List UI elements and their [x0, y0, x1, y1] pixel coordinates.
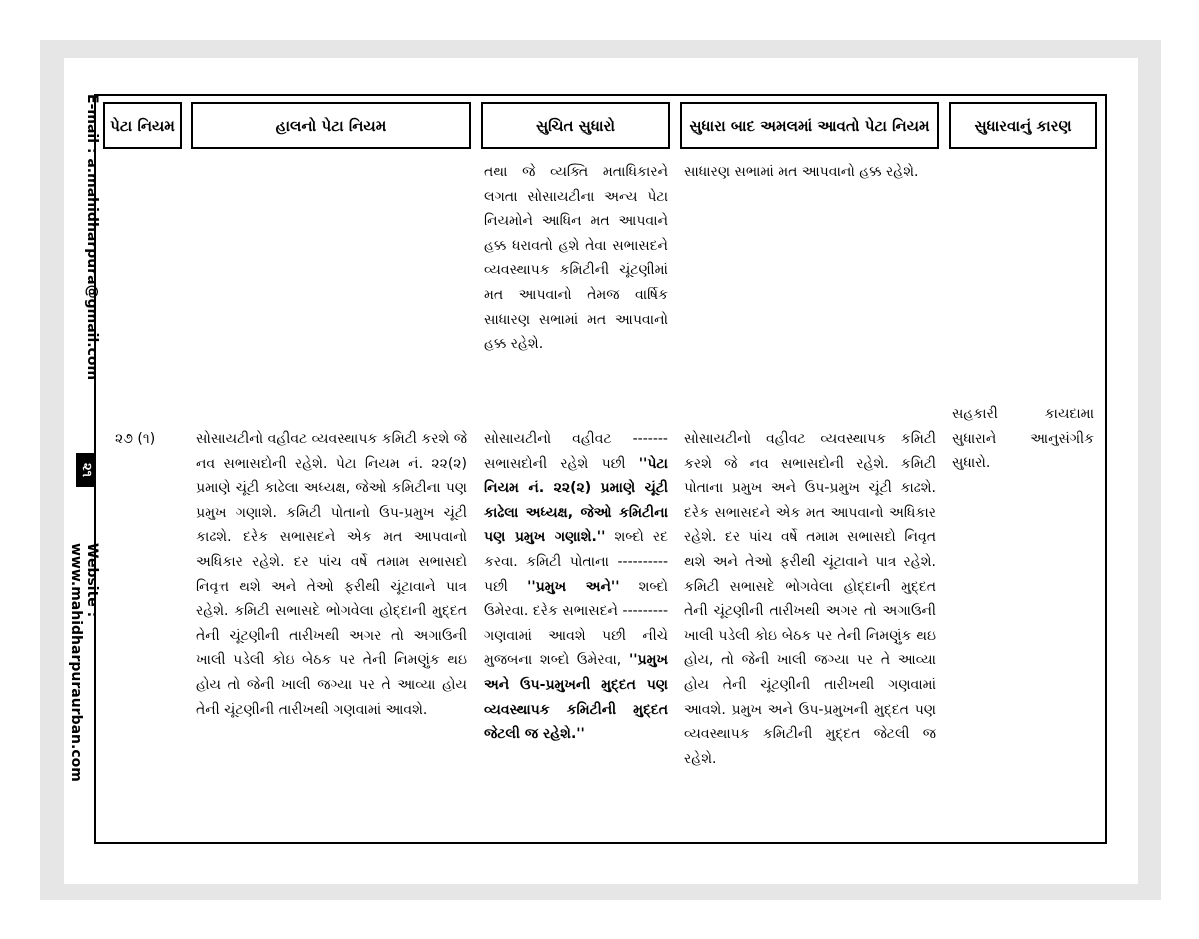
suggested-text-2: શબ્દો રદ કરવા. કમિટી પોતાના ---------- પછી — [484, 529, 668, 595]
suggested-quote-2: ''પ્રમુખ અને'' — [527, 578, 620, 595]
sidebar-email: E-mail : a.mahidharpura@gmail.com — [84, 94, 100, 381]
row1-rule-after-change: સાધારણ સભામાં મત આપવાનો હક્ક રહેશે. — [684, 164, 919, 180]
row1-suggested-change: તથા જે વ્યક્તિ મતાધિકારને લગતા સોસાયટીના અન્ય પેટા નિયમોને આધિન મત આપવાને હક્ક ધરાવતો હશે તેવા સભાસદને વ્યવસ્થાપક કમિટીની ચૂંટણીમાં મત આપવાનો તેમજ વાર્ષિક સાધારણ સભામાં મત આપવાનો હક્ક રહેશે. — [484, 164, 668, 353]
row2-current-rule: સોસાયટીનો વહીવટ વ્યવસ્થાપક કમિટી કરશે જે નવ સભાસદોની રહેશે. પેટા નિયમ નં. ૨૨(૨) પ્રમાણે ચૂંટી કાઢેલા અધ્યક્ષ, જેઓ કમિટીના પણ પ્રમુખ ગણાશે. કમિટી પોતાનો ઉપ-પ્રમુખ ચૂંટી કાઢશે. દરેક સભાસદને એક મત આપવાનો અધિકાર રહેશે. દર પાંચ વર્ષે તમામ સભાસદો નિવૃત્ત થશે અને તેઓ ફરીથી ચૂંટાવાને પાત્ર રહેશે. કમિટી સભાસદે ભોગવેલા હોદ્દાની મુદ્દત તેની ચૂંટણીની તારીખથી અગર તો અગાઉની ખાલી પડેલી કોઇ બેઠક પર તેની નિમણુંક થઇ હોય તો જેની ખાલી જગ્યા પર તે આવ્યા હોય તેની ચૂંટણીની તારીખથી ગણવામાં આવશે. — [196, 431, 467, 718]
header-suggested-change: સુચિત સુધારો — [481, 102, 670, 149]
row2-rule-number: ૨૭ (૧) — [115, 431, 156, 447]
header-rule-after-change: સુધારા બાદ અમલમાં આવતો પેટા નિયમ — [680, 102, 939, 149]
header-current-rule: હાલનો પેટા નિયમ — [191, 102, 471, 149]
row2-reason: સહકારી કાયદામા સુધારાને આનુસંગીક સુધારો. — [952, 406, 1094, 472]
row2-rule-after-change: સોસાયટીનો વહીવટ વ્યવસ્થાપક કમિટી કરશે જે નવ સભાસદોની રહેશે. કમિટી પોતાના પ્રમુખ અને ઉપ-પ્રમુખ ચૂંટી કાઢશે. દરેક સભાસદને એક મત આપવાનો અધિકાર રહેશે. દર પાંચ વર્ષે તમામ સભાસદો નિવૃત થશે અને તેઓ ફરીથી ચૂંટાવાને પાત્ર રહેશે. કમિટી સભાસદે ભોગવેલા હોદ્દાની મુદ્દત તેની ચૂંટણીની તારીખથી અગર તો અગાઉની ખાલી પડેલી કોઇ બેઠક પર તેની નિમણુંક થઇ હોય, તો જેની ખાલી જગ્યા પર તે આવ્યા હોય તેની ચૂંટણીની તારીખથી ગણવામાં આવશે. પ્રમુખ અને ઉપ-પ્રમુખની મુદ્દત પણ વ્યવસ્થાપક કમિટીની મુદ્દત જેટલી જ રહેશે. — [684, 431, 936, 767]
row2-suggested-change — [484, 427, 668, 747]
page-number: ૨૧ — [76, 453, 96, 487]
suggested-text-1: સોસાયટીનો વહીવટ ------- સભાસદોની રહેશે પછી — [484, 431, 668, 472]
suggested-quote-3: ''પ્રમુખ અને ઉપ-પ્રમુખની મુદ્દત પણ વ્યવસ્થાપક કમિટીની મુદ્દત જેટલી જ રહેશે.'' — [484, 652, 668, 743]
suggested-quote-1: ''પેટા નિયમ નં. ૨૨(૨) પ્રમાણે ચૂંટી કાઢેલા અધ્યક્ષ, જેઓ કમિટીના પણ પ્રમુખ ગણાશે.'' — [484, 455, 668, 546]
suggested-text-3: શબ્દો ઉમેરવા. દરેક સભાસદને --------- ગણવામાં આવશે પછી નીચે મુજબના શબ્દો ઉમેરવા, — [484, 578, 668, 669]
sidebar-website: Website : www.mahidharpuraurban.com — [68, 543, 100, 782]
header-sub-rule: પેટા નિયમ — [103, 102, 182, 149]
header-reason: સુધારવાનું કારણ — [949, 102, 1097, 149]
